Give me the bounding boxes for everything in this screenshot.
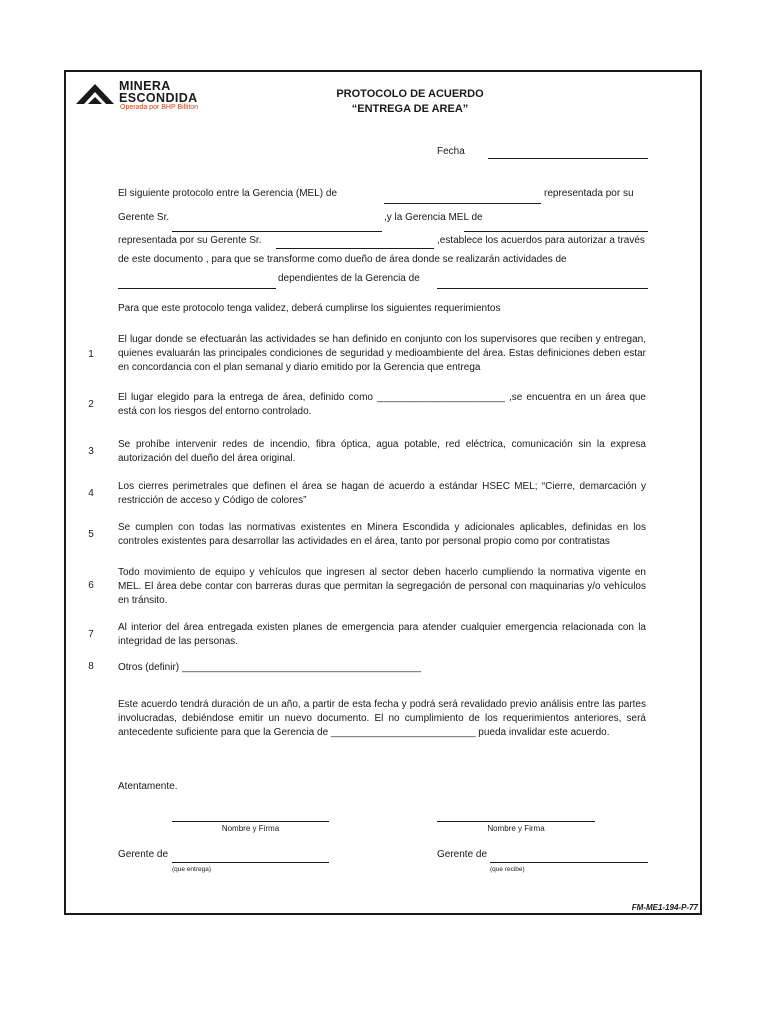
intro-line5: dependientes de la Gerencia de [278,273,420,284]
intro-line2a: Gerente Sr. [118,212,170,223]
intro-line2b: ,y la Gerencia MEL de [384,212,483,223]
gerencia-recibe-field[interactable] [464,231,648,232]
logo-line1: MINERA [119,79,171,93]
mountain-logo-icon [76,82,114,104]
gerente-recibe-field[interactable] [276,248,434,249]
intro-line4: de este documento , para que se transforme como dueño de área donde se realizarán actividades de [118,254,567,265]
fecha-label: Fecha [437,146,465,157]
item-number: 2 [88,399,94,410]
gerente-field-right[interactable] [490,862,648,863]
requirement-item: Al interior del área entregada existen planes de emergencia para atender cualquier emergencia relacionada con la integridad de las personas. [118,622,646,647]
intro-line3a: representada por su Gerente Sr. [118,235,262,246]
note-que-entrega: (que entrega) [172,866,212,873]
gerente-label-left: Gerente de [118,849,169,860]
requirement-item: Los cierres perimetrales que definen el área se hagan de acuerdo a estándar HSEC MEL; “Cierre, demarcación y restricción de acceso y Código de colores” [118,481,646,506]
logo-subtitle: Operada por BHP Billiton [120,104,199,111]
intro-line3b: ,establece los acuerdos para autorizar a través [437,235,645,246]
item-number: 7 [88,629,94,640]
requirement-item: Se cumplen con todas las normativas existentes en Minera Escondida y adicionales aplicables, definidas en los controles existentes para desarrollar las actividades en el área, tanto por personal propio como por contratistas [118,522,646,547]
form-code: FM-ME1-194-P-77 [631,903,698,912]
item-number: 4 [88,488,94,499]
requirement-item: Se prohíbe intervenir redes de incendio, fibra óptica, agua potable, red eléctrica, comunicación sin la expresa autorización del dueño del área original. [118,439,646,464]
note-que-recibe: (que recibe) [490,866,525,873]
intro-line1a: El siguiente protocolo entre la Gerencia (MEL) de [118,188,338,199]
document-title: PROTOCOLO DE ACUERDO [336,88,484,100]
gerencia-entrega-field[interactable] [384,203,541,204]
item-number: 3 [88,446,94,457]
requirements-intro: Para que este protocolo tenga validez, deberá cumplirse los siguientes requerimientos [118,303,501,314]
gerente-entrega-field[interactable] [172,231,382,232]
gerencia-dependiente-field[interactable] [437,288,648,289]
document-subtitle: “ENTREGA DE AREA” [351,103,469,115]
intro-line1b: representada por su [544,188,634,199]
signature-name-label-left: Nombre y Firma [221,824,280,833]
item-number: 6 [88,580,94,591]
gerente-label-right: Gerente de [437,849,488,860]
closing-text: Atentamente. [118,781,178,792]
requirement-item: El lugar elegido para la entrega de área, definido como _______________________ ,se encuentra en un área que está con los riesgos del entorno controlado. [118,392,646,417]
signature-line-right[interactable] [437,821,595,822]
requirement-item: Otros (definir) ___________________________________________ [118,662,422,673]
actividades-field[interactable] [118,288,276,289]
fecha-field[interactable] [488,158,648,159]
item-number: 5 [88,529,94,540]
item-number: 8 [88,661,94,672]
requirement-item: Todo movimiento de equipo y vehículos que ingresen al sector deben hacerlo cumpliendo la normativa vigente en MEL. El área debe contar con barreras duras que permitan la segregación de personal con maquinarias y/o vehículos en tránsito. [118,567,646,606]
signature-line-left[interactable] [172,821,329,822]
requirement-item: El lugar donde se efectuarán las actividades se han definido en conjunto con los supervisores que reciben y entregan, quienes evaluarán las principales condiciones de seguridad y medioambiente del área. Estas definiciones deben estar en concordancia con el plan semanal y diario emitido por la Gerencia que entrega [118,334,646,373]
duration-paragraph: Este acuerdo tendrá duración de un año, a partir de esta fecha y podrá será revalidado previo análisis entre las partes involucradas, debiéndose emitir un nuevo documento. El no cumplimiento de los requerimientos anteriores, será antecedente suficiente para que la Gerencia de __________________________ pueda invalidar este acuerdo. [118,699,646,738]
gerente-field-left[interactable] [172,862,329,863]
signature-name-label-right: Nombre y Firma [487,824,545,833]
item-number: 1 [88,349,94,360]
logo-line2: ESCONDIDA [119,91,198,105]
